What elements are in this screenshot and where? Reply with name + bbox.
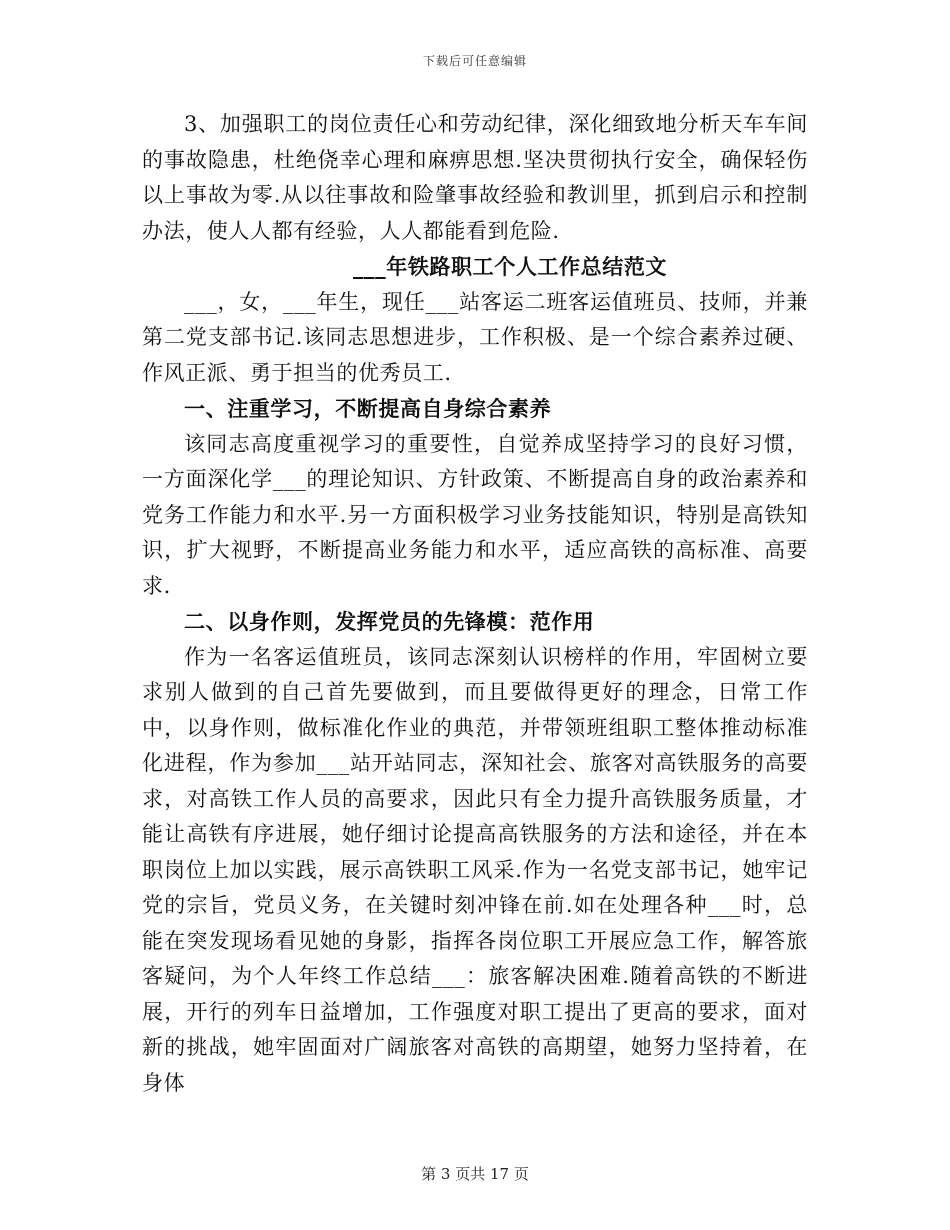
- section-heading-role-model: 二、以身作则，发挥党员的先锋模：范作用: [184, 609, 595, 634]
- document-title: ___年铁路职工个人工作总结范文: [352, 254, 668, 279]
- document-body: [142, 107, 808, 1101]
- paragraph-role-model: 作为一名客运值班员，该同志深刻认识榜样的作用，牢固树立要求别人做到的自己首先要做到，而且要做得更好的理念，日常工作中，以身作则，做标准化作业的典范，并带领班组职工整体推动标准化进程，作为参加___站开站同志，深知社会、旅客对高铁服务的高要求，对高铁工作人员的高要求，因此只有全力提升高铁服务质量，才能让高铁有序进展，她仔细讨论提高高铁服务的方法和途径，并在本职岗位上加以实践，展示高铁职工风采.作为一名党支部书记，她牢记党的宗旨，党员义务，在关键时刻冲锋在前.如在处理各种___时，总能在突发现场看见她的身影，指挥各岗位职工开展应急工作，解答旅客疑问，为个人年终工作总结___：旅客解决困难.随着高铁的不断进展，开行的列车日益增加，工作强度对职工提出了更高的要求，面对新的挑战，她牢固面对广阔旅客对高铁的高期望，她努力坚持着，在身体: [142, 644, 808, 1095]
- paragraph-study: 该同志高度重视学习的重要性，自觉养成坚持学习的良好习惯，一方面深化学___的理论知识、方针政策、不断提高自身的政治素养和党务工作能力和水平.另一方面积极学习业务技能知识，特别是高铁知识，扩大视野，不断提高业务能力和水平，适应高铁的高标准、高要求.: [142, 431, 808, 598]
- paragraph-introduction: ___，女，___年生，现任___站客运二班客运值班员、技师，并兼第二党支部书记.该同志思想进步，工作积极、是一个综合素养过硬、作风正派、勇于担当的优秀员工.: [142, 289, 808, 385]
- paragraph-safety-measures: 3、加强职工的岗位责任心和劳动纪律，深化细致地分析天车车间的事故隐患，杜绝侥幸心理和麻痹思想.坚决贯彻执行安全，确保轻伤以上事故为零.从以往事故和险肇事故经验和教训里，抓到启示和控制办法，使人人都有经验，人人都能看到危险.: [142, 112, 808, 243]
- section-heading-study: 一、注重学习，不断提高自身综合素养: [184, 396, 552, 421]
- page-number: 第 3 页共 17 页: [421, 1165, 529, 1183]
- page-header: 下载后可任意编辑: [422, 54, 527, 68]
